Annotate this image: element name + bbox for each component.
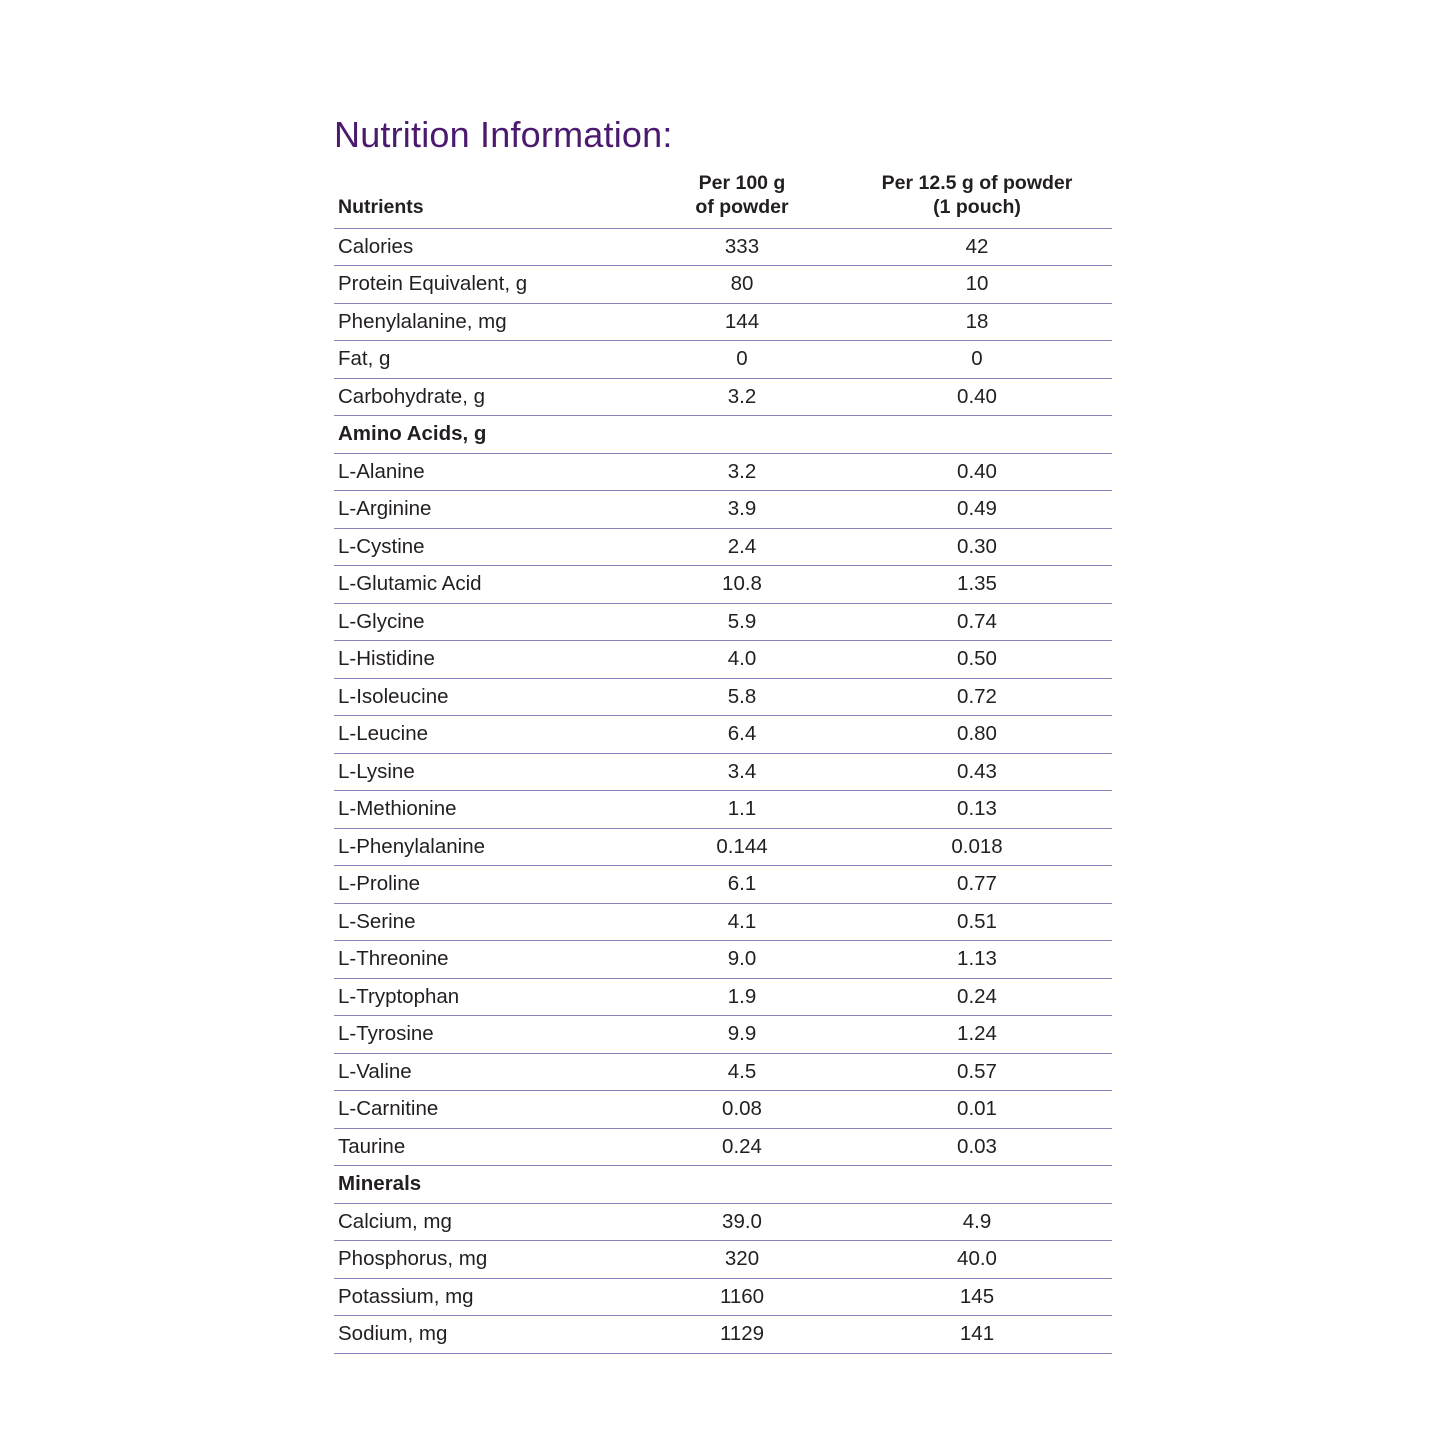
table-row — [334, 978, 1112, 1016]
table-cell-per-pouch: 1.13 — [842, 941, 1112, 979]
table-cell-nutrient: Phenylalanine, mg — [334, 303, 642, 341]
table-cell-nutrient: L-Cystine — [334, 528, 642, 566]
table-cell-per-100g: 3.4 — [642, 753, 842, 791]
table-cell-nutrient: Fat, g — [334, 341, 642, 379]
table-header — [334, 172, 1112, 228]
table-cell-nutrient: L-Threonine — [334, 941, 642, 979]
table-cell-per-100g: 4.1 — [642, 903, 842, 941]
column-header-per-pouch — [842, 172, 1112, 228]
table-cell-per-pouch: 0.51 — [842, 903, 1112, 941]
table-cell-per-pouch: 40.0 — [842, 1241, 1112, 1279]
table-row — [334, 678, 1112, 716]
table-cell-per-pouch: 0.77 — [842, 866, 1112, 904]
table-row — [334, 228, 1112, 266]
table-cell-per-100g — [642, 416, 842, 454]
table-cell-nutrient: Calories — [334, 228, 642, 266]
table-cell-per-100g: 6.1 — [642, 866, 842, 904]
table-cell-per-100g: 5.9 — [642, 603, 842, 641]
table-cell-per-pouch: 1.35 — [842, 566, 1112, 604]
table-cell-per-pouch: 0.80 — [842, 716, 1112, 754]
table-cell-per-100g: 9.9 — [642, 1016, 842, 1054]
table-cell-nutrient: L-Glutamic Acid — [334, 566, 642, 604]
column-header-nutrients: Nutrients — [338, 195, 424, 218]
table-cell-per-100g: 4.0 — [642, 641, 842, 679]
table-cell-per-pouch: 0.40 — [842, 378, 1112, 416]
table-cell-per-100g: 0.24 — [642, 1128, 842, 1166]
table-row — [334, 378, 1112, 416]
table-row — [334, 303, 1112, 341]
table-row — [334, 641, 1112, 679]
table-cell-nutrient: L-Tyrosine — [334, 1016, 642, 1054]
page-title: Nutrition Information: — [334, 114, 673, 155]
table-cell-nutrient: Sodium, mg — [334, 1316, 642, 1354]
table-cell-nutrient: Phosphorus, mg — [334, 1241, 642, 1279]
table-row — [334, 1278, 1112, 1316]
table-cell-per-100g: 320 — [642, 1241, 842, 1279]
table-cell-per-100g: 10.8 — [642, 566, 842, 604]
table-cell-nutrient: Taurine — [334, 1128, 642, 1166]
table-row — [334, 903, 1112, 941]
table-row — [334, 341, 1112, 379]
column-header-per-100g — [642, 172, 842, 228]
table-cell-nutrient: Protein Equivalent, g — [334, 266, 642, 304]
table-row — [334, 528, 1112, 566]
table-cell-nutrient: L-Valine — [334, 1053, 642, 1091]
table-cell-per-100g: 1129 — [642, 1316, 842, 1354]
table-row — [334, 791, 1112, 829]
table-cell-per-100g: 2.4 — [642, 528, 842, 566]
column-header-per-pouch-line1: Per 12.5 g of powder — [881, 172, 1073, 194]
table-row — [334, 753, 1112, 791]
table-cell-per-pouch: 0.50 — [842, 641, 1112, 679]
table-row — [334, 416, 1112, 454]
table-cell-nutrient: L-Arginine — [334, 491, 642, 529]
table-cell-per-pouch: 42 — [842, 228, 1112, 266]
table-cell-per-pouch: 18 — [842, 303, 1112, 341]
table-row — [334, 716, 1112, 754]
table-cell-nutrient: L-Lysine — [334, 753, 642, 791]
table-cell-nutrient: L-Proline — [334, 866, 642, 904]
column-header-per-100g-line2: of powder — [695, 195, 789, 218]
table-cell-per-pouch: 0.72 — [842, 678, 1112, 716]
table-cell-per-100g: 9.0 — [642, 941, 842, 979]
table-cell-per-pouch: 0.43 — [842, 753, 1112, 791]
column-header-per-pouch-line2: (1 pouch) — [933, 195, 1021, 218]
table-cell-nutrient: L-Glycine — [334, 603, 642, 641]
table-cell-per-pouch: 0.40 — [842, 453, 1112, 491]
table-cell-nutrient: L-Phenylalanine — [334, 828, 642, 866]
table-cell-per-100g: 1160 — [642, 1278, 842, 1316]
table-row — [334, 1091, 1112, 1129]
table-row — [334, 1016, 1112, 1054]
table-cell-per-pouch: 0.03 — [842, 1128, 1112, 1166]
table-cell-nutrient: L-Leucine — [334, 716, 642, 754]
table-row — [334, 603, 1112, 641]
table-cell-per-pouch: 0 — [842, 341, 1112, 379]
table-cell-per-100g: 6.4 — [642, 716, 842, 754]
table-cell-per-100g: 333 — [642, 228, 842, 266]
table-cell-per-pouch: 0.49 — [842, 491, 1112, 529]
table-cell-per-100g: 3.2 — [642, 453, 842, 491]
table-cell-per-100g: 3.2 — [642, 378, 842, 416]
table-section-label: Minerals — [334, 1166, 642, 1204]
table-cell-per-100g — [642, 1166, 842, 1204]
table-row — [334, 1128, 1112, 1166]
table-cell-per-pouch: 0.01 — [842, 1091, 1112, 1129]
table-cell-nutrient: L-Methionine — [334, 791, 642, 829]
table-row — [334, 1053, 1112, 1091]
table-cell-per-100g: 39.0 — [642, 1203, 842, 1241]
table-row — [334, 1241, 1112, 1279]
table-cell-per-pouch: 141 — [842, 1316, 1112, 1354]
table-cell-per-pouch: 145 — [842, 1278, 1112, 1316]
table-cell-per-100g: 80 — [642, 266, 842, 304]
table-row — [334, 828, 1112, 866]
table-cell-per-100g: 1.1 — [642, 791, 842, 829]
table-cell-per-100g: 5.8 — [642, 678, 842, 716]
table-cell-per-pouch — [842, 1166, 1112, 1204]
table-row — [334, 1203, 1112, 1241]
table-cell-per-pouch: 1.24 — [842, 1016, 1112, 1054]
table-cell-nutrient: L-Histidine — [334, 641, 642, 679]
table-cell-per-100g: 0.144 — [642, 828, 842, 866]
table-cell-nutrient: Calcium, mg — [334, 1203, 642, 1241]
table-cell-per-pouch: 4.9 — [842, 1203, 1112, 1241]
table-row — [334, 491, 1112, 529]
table-cell-nutrient: L-Carnitine — [334, 1091, 642, 1129]
table-cell-nutrient: Potassium, mg — [334, 1278, 642, 1316]
table-cell-per-pouch: 0.74 — [842, 603, 1112, 641]
table-cell-per-100g: 3.9 — [642, 491, 842, 529]
table-row — [334, 1166, 1112, 1204]
table-row — [334, 453, 1112, 491]
table-cell-per-pouch: 0.13 — [842, 791, 1112, 829]
table-cell-per-100g: 1.9 — [642, 978, 842, 1016]
table-row — [334, 266, 1112, 304]
table-cell-per-100g: 0.08 — [642, 1091, 842, 1129]
table-cell-per-pouch: 0.018 — [842, 828, 1112, 866]
table-cell-nutrient: Carbohydrate, g — [334, 378, 642, 416]
table-cell-per-pouch: 10 — [842, 266, 1112, 304]
table-cell-per-100g: 4.5 — [642, 1053, 842, 1091]
table-row — [334, 566, 1112, 604]
table-cell-per-pouch: 0.57 — [842, 1053, 1112, 1091]
table-cell-nutrient: L-Alanine — [334, 453, 642, 491]
table-section-label: Amino Acids, g — [334, 416, 642, 454]
table-cell-per-pouch: 0.24 — [842, 978, 1112, 1016]
table-row — [334, 1316, 1112, 1354]
column-header-per-100g-line1: Per 100 g — [698, 172, 786, 194]
table-cell-per-pouch: 0.30 — [842, 528, 1112, 566]
nutrition-table — [334, 172, 1112, 1354]
table-header-row — [334, 172, 1112, 228]
table-cell-nutrient: L-Tryptophan — [334, 978, 642, 1016]
table-cell-nutrient: L-Isoleucine — [334, 678, 642, 716]
table-cell-per-100g: 0 — [642, 341, 842, 379]
table-cell-per-100g: 144 — [642, 303, 842, 341]
table-cell-nutrient: L-Serine — [334, 903, 642, 941]
table-cell-per-pouch — [842, 416, 1112, 454]
nutrition-table-container — [334, 172, 1112, 1354]
table-row — [334, 866, 1112, 904]
table-row — [334, 941, 1112, 979]
table-body — [334, 228, 1112, 1353]
